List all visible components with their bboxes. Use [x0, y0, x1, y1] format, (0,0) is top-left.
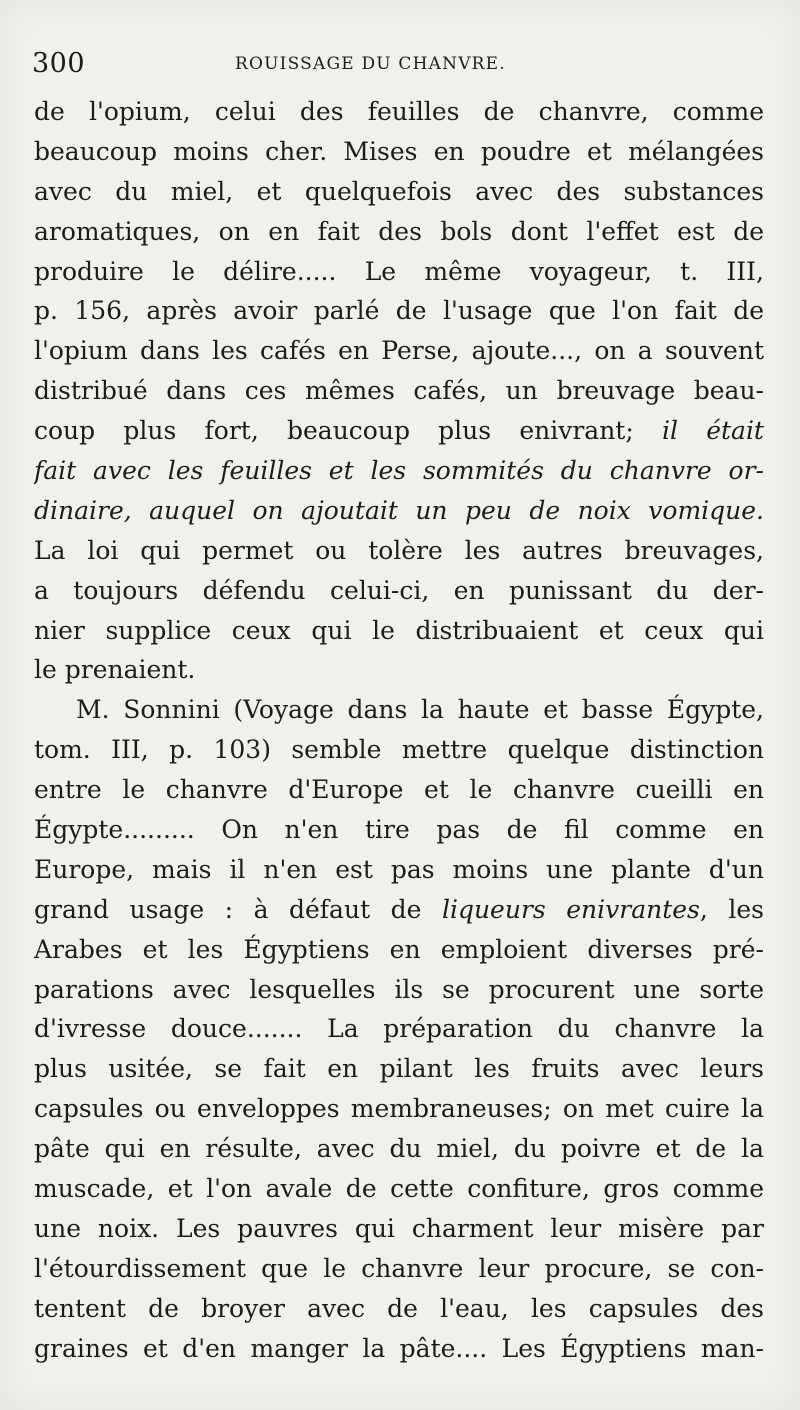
- text-line: aromatiques, on en fait des bols dont l'effet est de: [34, 216, 764, 246]
- text-line: Égypte......... On n'en tire pas de fil comme en: [34, 815, 764, 845]
- text-line: avec du miel, et quelquefois avec des substances: [34, 176, 764, 206]
- body-text: [34, 92, 764, 1369]
- text-line: distribué dans ces mêmes cafés, un breuvage beau-: [34, 376, 764, 406]
- text-line-indented: M. Sonnini (Voyage dans la haute et basse Égypte,: [76, 695, 764, 725]
- text-line: graines et d'en manger la pâte.... Les Égyptiens man-: [34, 1333, 764, 1363]
- text-line: produire le délire..... Le même voyageur, t. III,: [34, 256, 764, 286]
- text-line: pâte qui en résulte, avec du miel, du poivre et de la: [34, 1134, 764, 1164]
- text-line: l'étourdissement que le chanvre leur procure, se con-: [34, 1253, 764, 1283]
- text-line: plus usitée, se fait en pilant les fruits avec leurs: [34, 1054, 764, 1084]
- text-line: parations avec lesquelles ils se procurent une sorte: [34, 974, 764, 1004]
- text-line: beaucoup moins cher. Mises en poudre et mélangées: [34, 136, 764, 166]
- text-line: a toujours défendu celui-ci, en punissant du der-: [34, 575, 764, 605]
- text-line: nier supplice ceux qui le distribuaient et ceux qui: [34, 615, 764, 645]
- text-span: grand usage : à défaut de: [34, 894, 442, 924]
- text-line: tentent de broyer avec de l'eau, les capsules des: [34, 1293, 764, 1323]
- text-line: Arabes et les Égyptiens en emploient diverses pré-: [34, 934, 764, 964]
- text-span: , les: [699, 894, 764, 924]
- text-line-italic: fait avec les feuilles et les sommités du chanvre or-: [34, 456, 764, 486]
- text-line: entre le chanvre d'Europe et le chanvre cueilli en: [34, 775, 764, 805]
- text-line: p. 156, après avoir parlé de l'usage que l'on fait de: [34, 296, 764, 326]
- text-line: capsules ou enveloppes membraneuses; on met cuire la: [34, 1094, 764, 1124]
- running-title: ROUISSAGE DU CHANVRE.: [235, 54, 506, 74]
- text-line: d'ivresse douce....... La préparation du chanvre la: [34, 1014, 764, 1044]
- italic-span: il était: [661, 416, 764, 446]
- text-line: l'opium dans les cafés en Perse, ajoute..., on a souvent: [34, 336, 764, 366]
- text-line: muscade, et l'on avale de cette confiture, gros comme: [34, 1174, 764, 1204]
- page-header: [32, 44, 762, 84]
- text-line: tom. III, p. 103) semble mettre quelque distinction: [34, 735, 764, 765]
- page-number: 300: [32, 48, 86, 79]
- text-line-mixed: [34, 890, 764, 930]
- text-line: Europe, mais il n'en est pas moins une plante d'un: [34, 854, 764, 884]
- text-line: une noix. Les pauvres qui charment leur misère par: [34, 1213, 764, 1243]
- text-span: coup plus fort, beaucoup plus enivrant;: [34, 416, 662, 446]
- italic-span: liqueurs enivrantes: [441, 894, 700, 924]
- text-line: La loi qui permet ou tolère les autres breuvages,: [34, 535, 764, 565]
- text-line: de l'opium, celui des feuilles de chanvre, comme: [34, 97, 764, 126]
- text-line-mixed: [34, 411, 764, 451]
- text-line-last: le prenaient.: [34, 655, 196, 685]
- text-line-italic: dinaire, auquel on ajoutait un peu de noix vomique.: [34, 495, 764, 525]
